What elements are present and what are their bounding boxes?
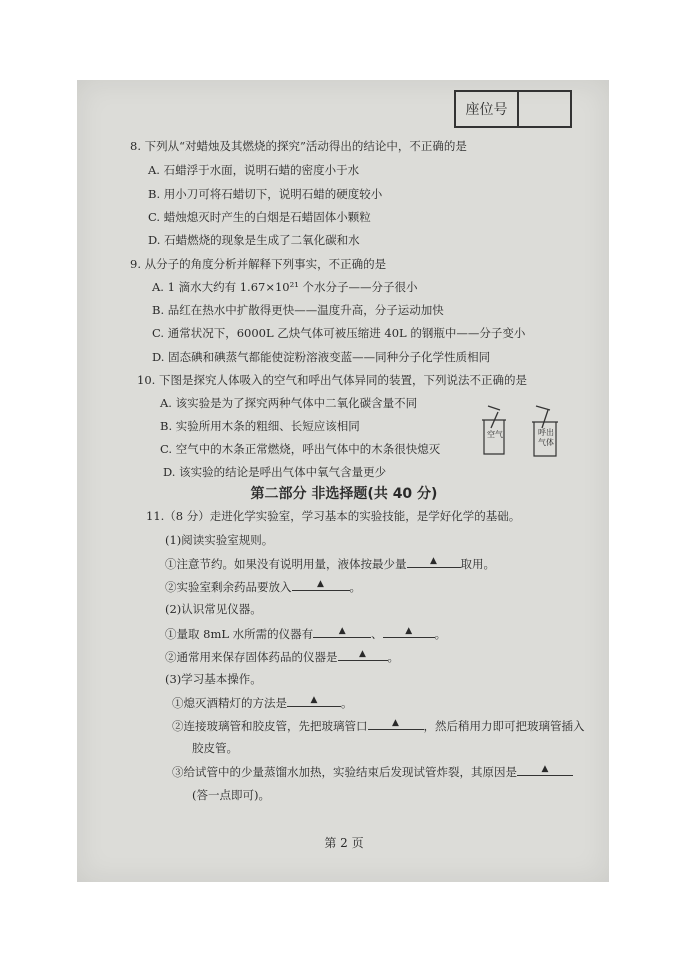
q11-part2: (2)认识常见仪器。 xyxy=(165,602,262,616)
q8-stem: 8. 下列从“对蜡烛及其燃烧的探究”活动得出的结论中，不正确的是 xyxy=(130,139,467,153)
q11-stem: 11.（8 分）走进化学实验室，学习基本的实验技能，是学好化学的基础。 xyxy=(146,509,521,523)
q10-option-d: D. 该实验的结论是呼出气体中氧气含量更少 xyxy=(163,465,387,479)
q10-option-b: B. 实验所用木条的粗细、长短应该相同 xyxy=(160,419,360,433)
answer-blank[interactable] xyxy=(287,694,341,707)
q11-part2b: ②通常用来保存固体药品的仪器是 ▲ 。 xyxy=(165,649,399,664)
q8-option-c: C. 蜡烛熄灭时产生的白烟是石蜡固体小颗粒 xyxy=(148,210,371,224)
blank-marker: ▲ xyxy=(541,764,549,774)
answer-blank[interactable] xyxy=(292,578,350,591)
q11-part1b: ②实验室剩余药品要放入 ▲ 。 xyxy=(165,579,361,594)
page-number: 第 2 页 xyxy=(324,836,364,850)
q11-part1: (1)阅读实验室规则。 xyxy=(165,533,274,547)
seat-number-box xyxy=(454,90,572,128)
q10-option-c: C. 空气中的木条正常燃烧，呼出气体中的木条很快熄灭 xyxy=(160,442,441,456)
answer-blank[interactable] xyxy=(407,555,461,568)
q11-part3: (3)学习基本操作。 xyxy=(165,672,262,686)
seat-number-label: 座位号 xyxy=(456,92,519,126)
seat-number-field xyxy=(519,92,570,126)
q10-option-a: A. 该实验是为了探究两种气体中二氧化碳含量不同 xyxy=(160,396,418,410)
exhaled-jar-label: 呼出气体 xyxy=(538,428,554,447)
blank-marker: ▲ xyxy=(317,579,324,589)
q10-stem: 10. 下图是探究人体吸入的空气和呼出气体异同的装置，下列说法不正确的是 xyxy=(137,373,527,387)
blank-marker: ▲ xyxy=(359,649,366,659)
blank-marker: ▲ xyxy=(392,718,399,728)
blank-marker: ▲ xyxy=(405,626,413,636)
q11-part1a: ①注意节约。如果没有说明用量，液体按最少量 ▲ 取用。 xyxy=(165,556,495,571)
q9-option-c: C. 通常状况下，6000L 乙炔气体可被压缩进 40L 的钢瓶中——分子变小 xyxy=(152,326,526,340)
answer-blank[interactable] xyxy=(313,625,371,638)
air-jar-label: 空气 xyxy=(487,430,503,439)
answer-blank[interactable] xyxy=(368,717,424,730)
q11-part3b: ②连接玻璃管和胶皮管，先把玻璃管口 ▲ ，然后稍用力即可把玻璃管插入 xyxy=(172,718,585,733)
blank-marker: ▲ xyxy=(310,695,318,705)
q9-stem: 9. 从分子的角度分析并解释下列事实，不正确的是 xyxy=(130,257,387,271)
answer-blank[interactable] xyxy=(517,763,573,776)
q11-part2a: ①量取 8mL 水所需的仪器有 ▲ 、 ▲ 。 xyxy=(165,626,447,641)
q9-option-b: B. 品红在热水中扩散得更快——温度升高，分子运动加快 xyxy=(152,303,444,317)
answer-blank[interactable] xyxy=(383,625,435,638)
section-heading: 第二部分 非选择题(共 40 分) xyxy=(250,486,438,502)
q8-option-d: D. 石蜡燃烧的现象是生成了二氧化碳和水 xyxy=(148,233,360,247)
blank-marker: ▲ xyxy=(338,626,346,636)
q11-part3c-cont: (答一点即可)。 xyxy=(192,788,270,802)
q9-option-a: A. 1 滴水大约有 1.67×10²¹ 个水分子——分子很小 xyxy=(152,280,418,294)
answer-blank[interactable] xyxy=(338,648,388,661)
q11-part3c: ③给试管中的少量蒸馏水加热，实验结束后发现试管炸裂，其原因是 ▲ xyxy=(172,763,573,780)
q11-part3b-cont: 胶皮管。 xyxy=(192,741,238,755)
q8-option-b: B. 用小刀可将石蜡切下，说明石蜡的硬度较小 xyxy=(148,187,383,201)
blank-marker: ▲ xyxy=(430,556,437,566)
q11-part3a: ①熄灭酒精灯的方法是 ▲ 。 xyxy=(172,695,353,710)
q9-option-d: D. 固态碘和碘蒸气都能使淀粉溶液变蓝——同种分子化学性质相同 xyxy=(152,350,491,364)
q8-option-a: A. 石蜡浮于水面，说明石蜡的密度小于水 xyxy=(148,163,360,177)
